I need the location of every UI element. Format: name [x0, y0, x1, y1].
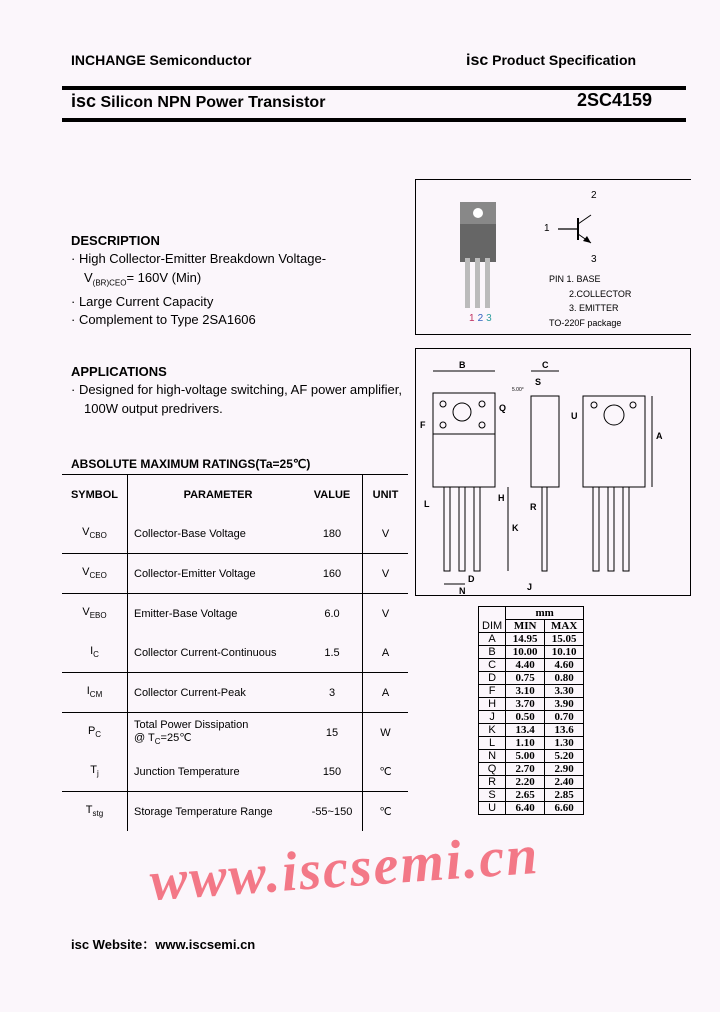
dim-value: 10.10	[545, 646, 584, 659]
dim-value: 5.00	[506, 750, 545, 763]
company-name: INCHANGE Semiconductor	[71, 52, 252, 68]
max-column-header: MAX	[545, 620, 584, 633]
table-header-row: SYMBOL PARAMETER VALUE UNIT	[62, 475, 408, 515]
pinout-box	[415, 179, 691, 335]
dim-value: 15.05	[545, 633, 584, 646]
description-list: · High Collector-Emitter Breakdown Voltage- $V_{(BR)CEO}= 160V$ (Min) · Large Current Capacity · Complement to Type 2SA1606	[71, 251, 327, 328]
dim-value: 5.20	[545, 750, 584, 763]
dim-value: 0.50	[506, 711, 545, 724]
table-row: $T_j$ Junction Temperature 150 ℃	[62, 752, 408, 792]
dim-value: 3.10	[506, 685, 545, 698]
title-text: Silicon NPN Power Transistor	[100, 94, 326, 111]
document-title	[71, 91, 325, 112]
description-heading: DESCRIPTION	[71, 233, 160, 248]
dim-label-S: S	[535, 377, 542, 387]
dim-value: 6.40	[506, 802, 545, 815]
dim-name: K	[479, 724, 506, 737]
table-row: $V_{CEO}$ Collector-Emitter Voltage 160 V	[62, 554, 408, 594]
dim-label-R: R	[530, 502, 537, 512]
dim-name: J	[479, 711, 506, 724]
npn-symbol-icon	[556, 210, 606, 250]
dim-value: 2.65	[506, 789, 545, 802]
dimension-row	[479, 802, 584, 815]
package-drawing	[415, 348, 691, 596]
website-label: isc Website：	[71, 937, 156, 952]
dim-label-D: D	[468, 574, 475, 584]
table-row: $V_{EBO}$ Emitter-Base Voltage 6.0 V	[62, 594, 408, 634]
dim-value: 3.30	[545, 685, 584, 698]
dim-name: H	[479, 698, 506, 711]
ratings-table	[62, 474, 408, 831]
dim-value: 0.70	[545, 711, 584, 724]
leg-numbers: 123	[469, 313, 495, 324]
pin2-label: 2	[591, 190, 597, 201]
dimension-row	[479, 659, 584, 672]
dim-value: 2.20	[506, 776, 545, 789]
dim-column-header: DIM	[479, 607, 506, 633]
dim-value: 3.70	[506, 698, 545, 711]
dim-label-H: H	[498, 493, 505, 503]
dim-name: F	[479, 685, 506, 698]
table-row: $I_C$ Collector Current-Continuous 1.5 A	[62, 633, 408, 673]
table-row: $T_{stg}$ Storage Temperature Range -55~150 ℃	[62, 792, 408, 832]
dimension-row	[479, 763, 584, 776]
dimension-row	[479, 633, 584, 646]
dimension-row	[479, 698, 584, 711]
dim-label-A: A	[656, 431, 663, 441]
dim-label-N: N	[459, 586, 466, 595]
pin-legend: PIN 1. BASE 2.COLLECTOR 3. EMITTER TO-220F package	[549, 274, 632, 328]
table-row: $V_{CBO}$ Collector-Base Voltage 180 V	[62, 514, 408, 554]
table-row: $I_{CM}$ Collector Current-Peak 3 A	[62, 673, 408, 713]
spec-label	[466, 52, 636, 70]
unit-header: mm	[506, 607, 584, 620]
dim-value: 2.90	[545, 763, 584, 776]
isc-logo-text: isc	[466, 52, 489, 69]
dim-name: B	[479, 646, 506, 659]
dim-value: 3.90	[545, 698, 584, 711]
dim-value: 13.4	[506, 724, 545, 737]
dim-label-F: F	[420, 420, 426, 430]
transistor-package-image	[456, 200, 506, 310]
divider	[62, 118, 686, 122]
dimension-row	[479, 711, 584, 724]
dim-name: L	[479, 737, 506, 750]
ratings-heading: ABSOLUTE MAXIMUM RATINGS(Ta=25℃)	[71, 457, 311, 471]
dim-name: Q	[479, 763, 506, 776]
dim-name: C	[479, 659, 506, 672]
dim-name: U	[479, 802, 506, 815]
dimensions-table	[478, 606, 584, 815]
part-number: 2SC4159	[577, 90, 653, 110]
dim-name: D	[479, 672, 506, 685]
dim-name: R	[479, 776, 506, 789]
dim-value: 2.70	[506, 763, 545, 776]
dim-value: 6.60	[545, 802, 584, 815]
min-column-header: MIN	[506, 620, 545, 633]
dim-value: 4.40	[506, 659, 545, 672]
isc-logo-text: isc	[71, 91, 97, 111]
spec-text: Product Specification	[492, 52, 637, 68]
dim-value: 0.75	[506, 672, 545, 685]
applications-heading: APPLICATIONS	[71, 364, 167, 379]
dim-label-C: C	[542, 360, 549, 370]
table-row: $P_C$ Total Power Dissipation @ $T_C=25℃$ 15 W	[62, 713, 408, 753]
dim-value: 10.00	[506, 646, 545, 659]
dim-label-U: U	[571, 411, 578, 421]
dimension-drawing	[416, 349, 690, 595]
dim-name: N	[479, 750, 506, 763]
dim-label-K: K	[512, 523, 519, 533]
dimension-row	[479, 750, 584, 763]
dim-value: 13.6	[545, 724, 584, 737]
website-link[interactable]: www.iscsemi.cn	[155, 937, 256, 952]
dim-label-L: L	[424, 499, 430, 509]
dimension-row	[479, 737, 584, 750]
dim-value: 0.80	[545, 672, 584, 685]
dim-value: 14.95	[506, 633, 545, 646]
dim-name: A	[479, 633, 506, 646]
dim-value: 2.40	[545, 776, 584, 789]
dimension-row	[479, 776, 584, 789]
dim-label-Q: Q	[499, 403, 507, 413]
applications-list: · Designed for high-voltage switching, AF power amplifier, 100W output predrivers.	[71, 382, 402, 416]
dim-label-B: B	[459, 360, 466, 370]
dim-value: 2.85	[545, 789, 584, 802]
dim-value: 1.10	[506, 737, 545, 750]
pin1-label: 1	[544, 223, 550, 234]
pin3-label: 3	[591, 254, 597, 265]
dim-name: S	[479, 789, 506, 802]
dimension-row	[479, 646, 584, 659]
dim-value: 1.30	[545, 737, 584, 750]
angle-label: 5.00°	[512, 387, 524, 393]
dim-value: 4.60	[545, 659, 584, 672]
dim-label-J: J	[527, 582, 533, 592]
footer	[71, 934, 255, 953]
watermark: www.iscsemi.cn	[147, 823, 542, 913]
dimension-row	[479, 685, 584, 698]
dimension-row	[479, 672, 584, 685]
dimension-row	[479, 724, 584, 737]
dimension-row	[479, 789, 584, 802]
